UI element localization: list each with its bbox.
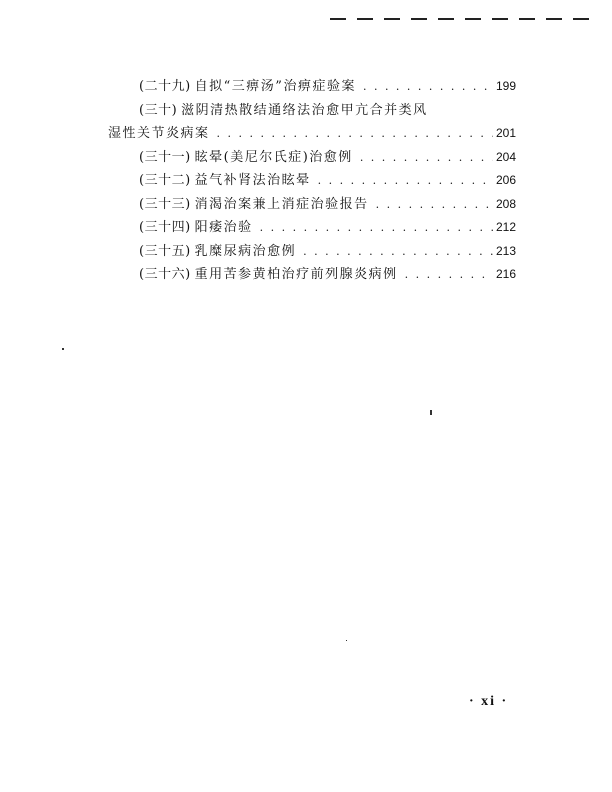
toc-entry-page: 208 (495, 196, 516, 211)
toc-entry-title-continuation: 湿性关节炎病案 (108, 126, 210, 141)
dot-leader (303, 245, 493, 258)
toc-entry-title: 自拟“三痹汤”治痹症验案 (194, 79, 356, 94)
scan-speck (62, 348, 64, 350)
header-dashed-rule (330, 18, 600, 20)
toc-entry-title: 滋阴清热散结通络法治愈甲亢合并类风 (181, 102, 428, 118)
toc-entry-number: (三十二) (139, 173, 191, 188)
toc-entry-36[interactable] (108, 263, 516, 287)
toc-entry-page: 199 (495, 79, 516, 93)
toc-entry-page: 204 (495, 149, 516, 164)
scan-speck (430, 410, 432, 415)
toc-entry-29[interactable] (108, 75, 516, 99)
toc-entry-number: (二十九) (139, 79, 191, 94)
toc-entry-35[interactable] (108, 240, 516, 264)
toc-entry-title: 消渴治案兼上消症治验报告 (194, 196, 369, 212)
toc-entry-page: 201 (495, 126, 516, 140)
toc-entry-33[interactable] (108, 193, 516, 217)
toc-entry-34[interactable] (108, 216, 516, 240)
toc-entry-31[interactable] (108, 146, 516, 170)
table-of-contents (108, 75, 516, 287)
toc-entry-number: (三十五) (139, 243, 191, 259)
toc-entry-32[interactable] (108, 169, 516, 193)
toc-entry-title: 乳糜尿病治愈例 (194, 243, 297, 259)
scan-speck (346, 640, 347, 641)
toc-entry-number: (三十) (139, 102, 178, 118)
toc-entry-page: 206 (495, 173, 516, 187)
page-folio: · xi · (469, 694, 509, 709)
toc-entry-page: 213 (495, 243, 516, 258)
dot-leader (376, 198, 493, 211)
toc-entry-number: (三十三) (139, 196, 191, 212)
toc-entry-number: (三十一) (139, 149, 191, 165)
toc-entry-title: 眩晕(美尼尔氏症)治愈例 (194, 149, 353, 165)
dot-leader (405, 268, 493, 281)
toc-entry-page: 212 (495, 220, 516, 234)
toc-entry-title: 重用苦参黄柏治疗前列腺炎病例 (194, 267, 398, 282)
toc-entry-title: 阳痿治验 (194, 220, 253, 235)
toc-entry-30[interactable] (108, 99, 516, 123)
dot-leader (260, 221, 493, 234)
dot-leader (360, 151, 493, 164)
dot-leader (318, 174, 493, 187)
dot-leader (363, 80, 493, 93)
toc-entry-number: (三十六) (139, 267, 191, 282)
toc-entry-number: (三十四) (139, 220, 191, 235)
dot-leader (217, 127, 493, 140)
toc-entry-title: 益气补肾法治眩晕 (194, 173, 311, 188)
toc-entry-30-continuation[interactable] (108, 122, 516, 146)
toc-entry-page: 216 (495, 267, 516, 281)
